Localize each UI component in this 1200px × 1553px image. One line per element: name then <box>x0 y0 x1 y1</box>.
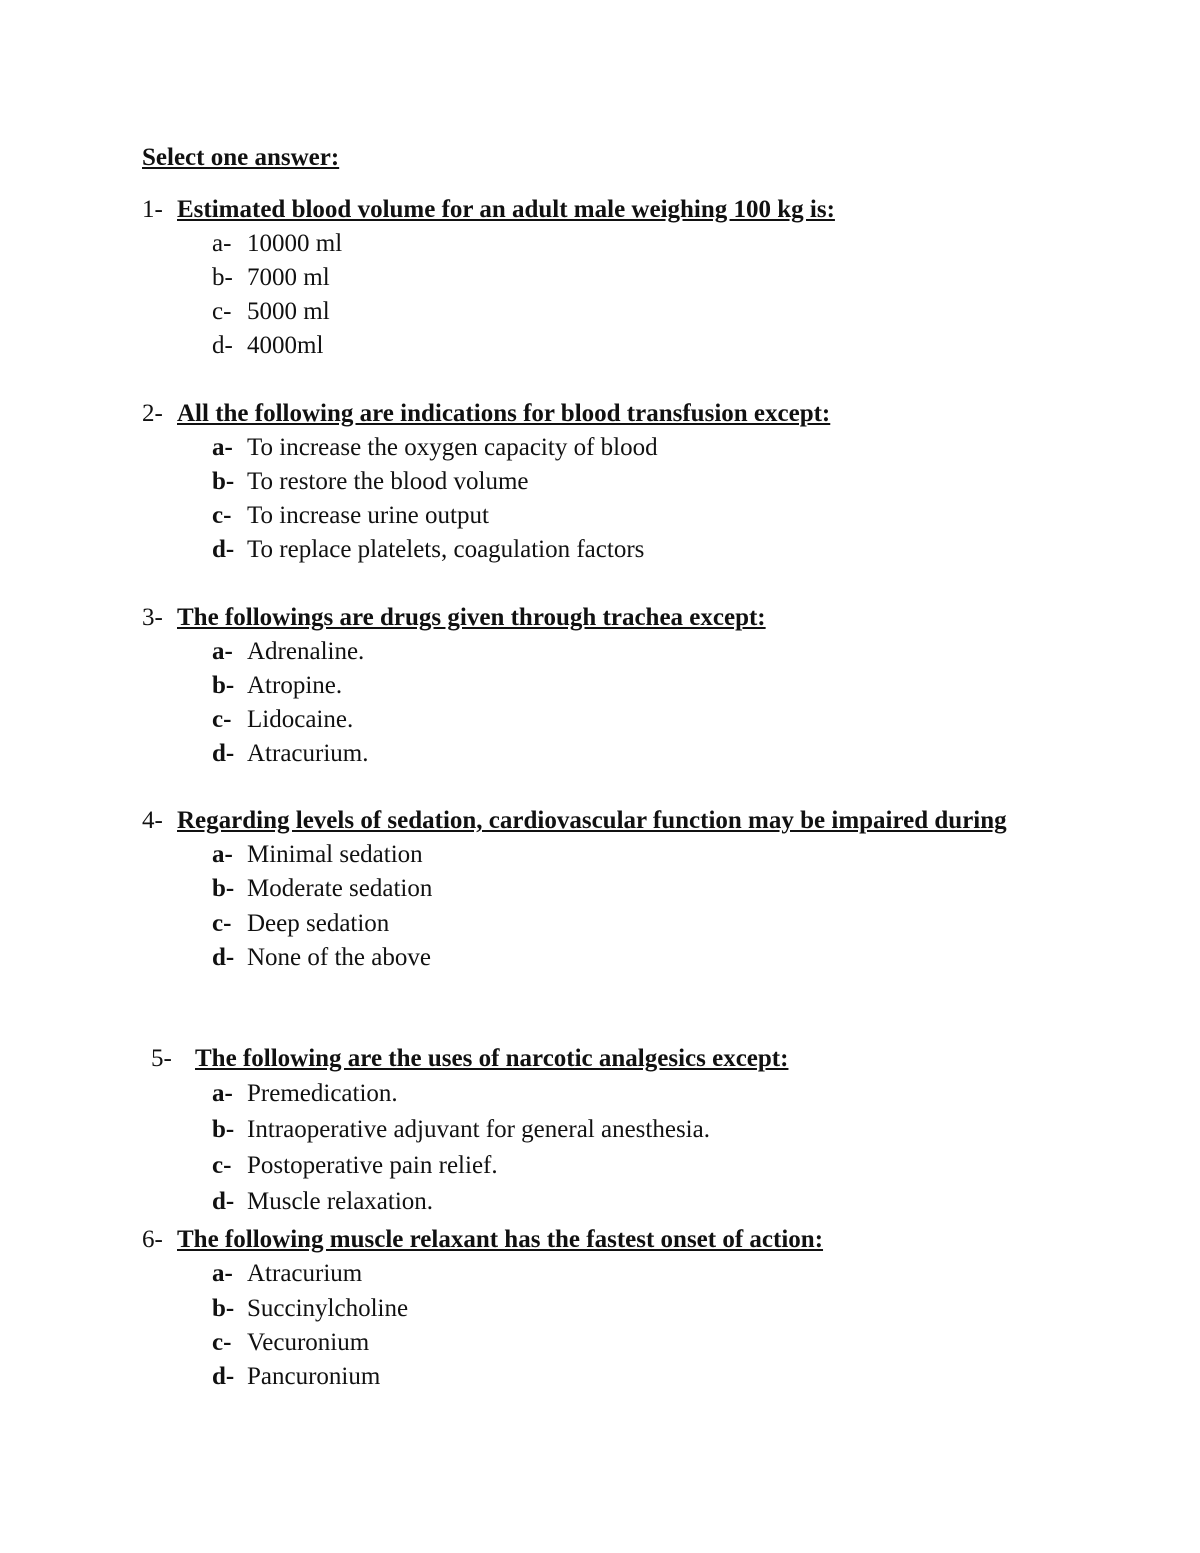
option-letter: a- <box>212 841 233 868</box>
answer-option-a <box>212 227 1042 261</box>
question-5 <box>142 1042 1042 1220</box>
option-text: To restore the blood volume <box>247 468 529 495</box>
answer-option-c <box>212 1326 1042 1360</box>
answer-option-b <box>212 1291 1042 1326</box>
option-letter: c- <box>212 1152 232 1179</box>
question-number: 4- <box>142 807 163 834</box>
option-letter: c- <box>212 706 232 733</box>
answer-option-a <box>212 838 1042 872</box>
option-letter: b- <box>212 264 233 291</box>
option-letter: a- <box>212 230 232 257</box>
answer-option-d <box>212 1184 1042 1220</box>
answer-option-a <box>212 431 1042 465</box>
question-stem <box>142 1223 1042 1257</box>
question-stem <box>142 804 1042 838</box>
answer-option-a <box>212 1076 1042 1112</box>
option-letter: d- <box>212 740 235 767</box>
question-number: 6- <box>142 1226 163 1253</box>
option-text: 10000 ml <box>247 230 343 257</box>
question-stem <box>142 601 1042 635</box>
option-text: Pancuronium <box>247 1363 381 1390</box>
option-letter: a- <box>212 1260 233 1287</box>
question-stem <box>142 397 1042 431</box>
answer-option-d <box>212 329 1042 363</box>
answer-option-b <box>212 465 1042 499</box>
question-text: The following are the uses of narcotic analgesics except: <box>195 1045 789 1072</box>
question-number: 2- <box>142 400 163 427</box>
option-text: Deep sedation <box>247 910 390 937</box>
option-text: Atropine. <box>247 672 343 699</box>
question-1 <box>142 193 1042 363</box>
answer-option-b <box>212 872 1042 906</box>
question-6 <box>142 1223 1042 1394</box>
option-letter: d- <box>212 1188 235 1215</box>
option-letter: d- <box>212 332 233 359</box>
option-text: Atracurium. <box>247 740 369 767</box>
question-text: The following muscle relaxant has the fastest onset of action: <box>177 1226 824 1253</box>
question-text: All the following are indications for blood transfusion except: <box>177 400 831 427</box>
answer-option-a <box>212 635 1042 669</box>
option-letter: a- <box>212 638 233 665</box>
option-text: Succinylcholine <box>247 1295 409 1322</box>
question-number: 5- <box>151 1045 172 1072</box>
option-text: None of the above <box>247 944 431 971</box>
answer-option-a <box>212 1257 1042 1291</box>
option-text: 4000ml <box>247 332 324 359</box>
question-text: Estimated blood volume for an adult male weighing 100 kg is: <box>177 196 835 223</box>
question-4 <box>142 804 1042 975</box>
option-letter: d- <box>212 536 235 563</box>
option-letter: b- <box>212 672 235 699</box>
option-text: Moderate sedation <box>247 875 433 902</box>
option-letter: b- <box>212 1116 235 1143</box>
option-text: To increase the oxygen capacity of blood <box>247 434 658 461</box>
option-letter: c- <box>212 502 232 529</box>
answer-option-d <box>212 941 1042 975</box>
answer-option-d <box>212 1360 1042 1394</box>
question-stem <box>142 1042 1042 1076</box>
answer-option-c <box>212 1148 1042 1184</box>
question-stem <box>142 193 1042 227</box>
answer-option-b <box>212 261 1042 295</box>
option-text: Intraoperative adjuvant for general anesthesia. <box>247 1116 710 1143</box>
option-text: Muscle relaxation. <box>247 1188 434 1215</box>
answer-option-c <box>212 703 1042 737</box>
option-text: Lidocaine. <box>247 706 354 733</box>
option-text: Premedication. <box>247 1080 398 1107</box>
option-letter: b- <box>212 875 235 902</box>
answer-option-c <box>212 295 1042 329</box>
option-text: Adrenaline. <box>247 638 365 665</box>
option-text: 5000 ml <box>247 298 330 325</box>
option-letter: c- <box>212 1329 232 1356</box>
question-number: 1- <box>142 196 163 223</box>
option-letter: d- <box>212 1363 235 1390</box>
answer-option-c <box>212 499 1042 533</box>
option-text: Minimal sedation <box>247 841 423 868</box>
option-text: To increase urine output <box>247 502 489 529</box>
option-text: Atracurium <box>247 1260 363 1287</box>
answer-option-c <box>212 906 1042 941</box>
answer-option-d <box>212 737 1042 771</box>
option-letter: a- <box>212 1080 233 1107</box>
option-letter: c- <box>212 298 232 325</box>
answer-option-b <box>212 1112 1042 1148</box>
option-letter: a- <box>212 434 233 461</box>
option-letter: b- <box>212 468 235 495</box>
option-text: To replace platelets, coagulation factors <box>247 536 645 563</box>
option-text: Postoperative pain relief. <box>247 1152 498 1179</box>
question-2 <box>142 397 1042 567</box>
option-letter: c- <box>212 910 232 937</box>
question-number: 3- <box>142 604 163 631</box>
question-text: Regarding levels of sedation, cardiovascular function may be impaired during <box>177 807 1007 834</box>
option-text: 7000 ml <box>247 264 330 291</box>
instructions-heading: Select one answer: <box>142 144 340 171</box>
question-text: The followings are drugs given through trachea except: <box>177 604 766 631</box>
option-letter: d- <box>212 944 235 971</box>
question-3 <box>142 601 1042 771</box>
option-letter: b- <box>212 1295 235 1322</box>
answer-option-b <box>212 669 1042 703</box>
answer-option-d <box>212 533 1042 567</box>
option-text: Vecuronium <box>247 1329 370 1356</box>
